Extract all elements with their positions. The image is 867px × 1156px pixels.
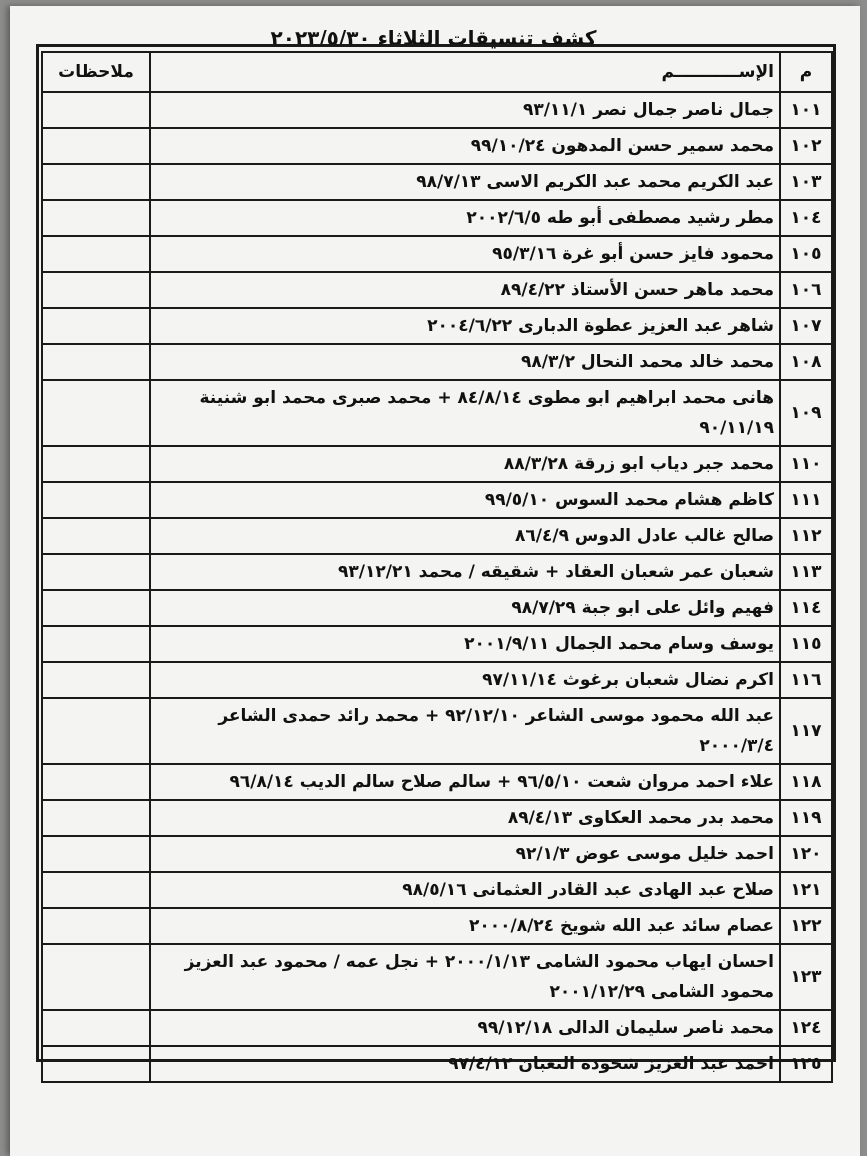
row-notes-cell [42, 128, 150, 164]
header-number: م [780, 52, 832, 92]
row-name-text: علاء احمد مروان شعت ٩٦/٥/١٠ + سالم صلاح سالم الديب ٩٦/٨/١٤ [229, 772, 774, 792]
row-notes-cell [42, 344, 150, 380]
table-row [42, 698, 832, 764]
row-number: ١١٨ [780, 764, 832, 800]
table-header-row [42, 52, 832, 92]
row-notes-cell [42, 626, 150, 662]
table-row [42, 1010, 832, 1046]
row-number: ١٠٤ [780, 200, 832, 236]
row-name-text: صالح غالب عادل الدوس ٨٦/٤/٩ [515, 526, 774, 546]
row-number: ١٢٤ [780, 1010, 832, 1046]
row-notes-cell [42, 92, 150, 128]
row-name-cell [150, 272, 780, 308]
row-name-text: محمود فايز حسن أبو غرة ٩٥/٣/١٦ [492, 244, 774, 264]
row-name-cell [150, 662, 780, 698]
row-notes-cell [42, 380, 150, 446]
row-name-cell [150, 908, 780, 944]
row-number: ١٢٥ [780, 1046, 832, 1082]
row-number: ١١٦ [780, 662, 832, 698]
names-table [41, 51, 833, 1083]
row-notes-cell [42, 554, 150, 590]
row-notes-cell [42, 272, 150, 308]
row-name-text: صلاح عبد الهادى عبد القادر العثمانى ٩٨/٥/١٦ [402, 880, 774, 900]
row-notes-cell [42, 800, 150, 836]
row-name-cell [150, 518, 780, 554]
row-name-text: محمد ماهر حسن الأستاذ ٨٩/٤/٢٢ [500, 280, 774, 300]
table-row [42, 272, 832, 308]
row-notes-cell [42, 908, 150, 944]
table-row [42, 908, 832, 944]
row-notes-cell [42, 482, 150, 518]
row-notes-cell [42, 236, 150, 272]
row-name-text: محمد ناصر سليمان الدالى ٩٩/١٢/١٨ [477, 1018, 774, 1038]
row-name-text: هانى محمد ابراهيم ابو مطوى ٨٤/٨/١٤ + محمد صبرى محمد ابو شنينة ٩٠/١١/١٩ [199, 388, 774, 438]
table-row [42, 128, 832, 164]
row-number: ١١٠ [780, 446, 832, 482]
table-row [42, 308, 832, 344]
row-name-text: احسان ايهاب محمود الشامى ٢٠٠٠/١/١٣ + نجل عمه / محمود عبد العزيز محمود الشامى ٢٠٠١/١٢/٢٩ [184, 952, 774, 1002]
row-name-text: احمد عبد العزيز شحودة التعبان ٩٧/٤/١٢ [448, 1054, 774, 1074]
header-notes: ملاحظات [42, 52, 150, 92]
row-name-cell [150, 554, 780, 590]
row-number: ١١٥ [780, 626, 832, 662]
row-name-text: شاهر عبد العزيز عطوة الدبارى ٢٠٠٤/٦/٢٢ [427, 316, 774, 336]
row-notes-cell [42, 200, 150, 236]
row-number: ١١٧ [780, 698, 832, 764]
table-row [42, 836, 832, 872]
row-name-cell [150, 764, 780, 800]
row-name-cell [150, 128, 780, 164]
row-name-cell [150, 698, 780, 764]
header-name: الإســـــــــــم [150, 52, 780, 92]
row-name-cell [150, 836, 780, 872]
row-name-text: اكرم نضال شعبان برغوث ٩٧/١١/١٤ [482, 670, 774, 690]
row-number: ١٢١ [780, 872, 832, 908]
row-name-text: محمد جبر دياب ابو زرقة ٨٨/٣/٢٨ [503, 454, 774, 474]
row-notes-cell [42, 764, 150, 800]
table-row [42, 344, 832, 380]
table-row [42, 380, 832, 446]
row-notes-cell [42, 1010, 150, 1046]
row-name-cell [150, 380, 780, 446]
row-name-text: يوسف وسام محمد الجمال ٢٠٠١/٩/١١ [464, 634, 774, 654]
row-notes-cell [42, 590, 150, 626]
table-body [42, 92, 832, 1082]
row-notes-cell [42, 1046, 150, 1082]
row-notes-cell [42, 944, 150, 1010]
table-row [42, 662, 832, 698]
table-row [42, 164, 832, 200]
table-row [42, 482, 832, 518]
row-name-cell [150, 482, 780, 518]
table-row [42, 92, 832, 128]
row-name-cell [150, 236, 780, 272]
row-name-cell [150, 1010, 780, 1046]
row-notes-cell [42, 662, 150, 698]
row-name-cell [150, 164, 780, 200]
row-name-cell [150, 200, 780, 236]
row-notes-cell [42, 872, 150, 908]
row-number: ١١٢ [780, 518, 832, 554]
table-row [42, 872, 832, 908]
row-name-text: شعبان عمر شعبان العقاد + شقيقه / محمد ٩٣/١٢/٢١ [338, 562, 774, 582]
table-row [42, 764, 832, 800]
row-name-cell [150, 344, 780, 380]
row-notes-cell [42, 446, 150, 482]
row-number: ١٠٨ [780, 344, 832, 380]
row-name-cell [150, 590, 780, 626]
row-notes-cell [42, 698, 150, 764]
row-notes-cell [42, 164, 150, 200]
row-name-cell [150, 308, 780, 344]
table-row [42, 446, 832, 482]
row-number: ١١٩ [780, 800, 832, 836]
row-name-text: مطر رشيد مصطفى أبو طه ٢٠٠٢/٦/٥ [466, 208, 774, 228]
row-name-cell [150, 944, 780, 1010]
row-number: ١٠٦ [780, 272, 832, 308]
row-name-cell [150, 446, 780, 482]
row-number: ١٠٢ [780, 128, 832, 164]
row-name-cell [150, 92, 780, 128]
row-name-cell [150, 800, 780, 836]
row-number: ١١٤ [780, 590, 832, 626]
row-number: ١١٣ [780, 554, 832, 590]
row-number: ١٠٣ [780, 164, 832, 200]
page-title: كشف تنسيقات الثلاثاء ٢٠٢٣/٥/٣٠ [270, 26, 597, 50]
row-number: ١٢٢ [780, 908, 832, 944]
table-row [42, 800, 832, 836]
table-row [42, 1046, 832, 1082]
row-name-text: فهيم وائل على ابو جبة ٩٨/٧/٢٩ [511, 598, 774, 618]
table-row [42, 236, 832, 272]
row-name-text: محمد خالد محمد النحال ٩٨/٣/٢ [521, 352, 774, 372]
table-row [42, 590, 832, 626]
row-name-text: عصام سائد عبد الله شويخ ٢٠٠٠/٨/٢٤ [468, 916, 774, 936]
row-number: ١١١ [780, 482, 832, 518]
table-row [42, 626, 832, 662]
table-frame [36, 44, 836, 1074]
row-name-text: عبد الكريم محمد عبد الكريم الاسى ٩٨/٧/١٣ [416, 172, 774, 192]
row-name-text: جمال ناصر جمال نصر ٩٣/١١/١ [522, 100, 774, 120]
row-number: ١٠٩ [780, 380, 832, 446]
row-number: ١٠٧ [780, 308, 832, 344]
row-name-cell [150, 872, 780, 908]
row-name-text: عبد الله محمود موسى الشاعر ٩٢/١٢/١٠ + محمد رائد حمدى الشاعر ٢٠٠٠/٣/٤ [218, 706, 774, 756]
row-number: ١٢٣ [780, 944, 832, 1010]
row-name-cell [150, 626, 780, 662]
row-name-text: محمد سمير حسن المدهون ٩٩/١٠/٢٤ [470, 136, 774, 156]
row-number: ١٠٥ [780, 236, 832, 272]
table-row [42, 554, 832, 590]
table-row [42, 518, 832, 554]
row-notes-cell [42, 836, 150, 872]
row-name-text: محمد بدر محمد العكاوى ٨٩/٤/١٣ [507, 808, 774, 828]
row-notes-cell [42, 308, 150, 344]
table-row [42, 200, 832, 236]
row-name-text: كاظم هشام محمد السوس ٩٩/٥/١٠ [484, 490, 774, 510]
row-number: ١٠١ [780, 92, 832, 128]
row-name-text: احمد خليل موسى عوض ٩٢/١/٣ [515, 844, 774, 864]
table-row [42, 944, 832, 1010]
row-number: ١٢٠ [780, 836, 832, 872]
row-notes-cell [42, 518, 150, 554]
row-name-cell [150, 1046, 780, 1082]
